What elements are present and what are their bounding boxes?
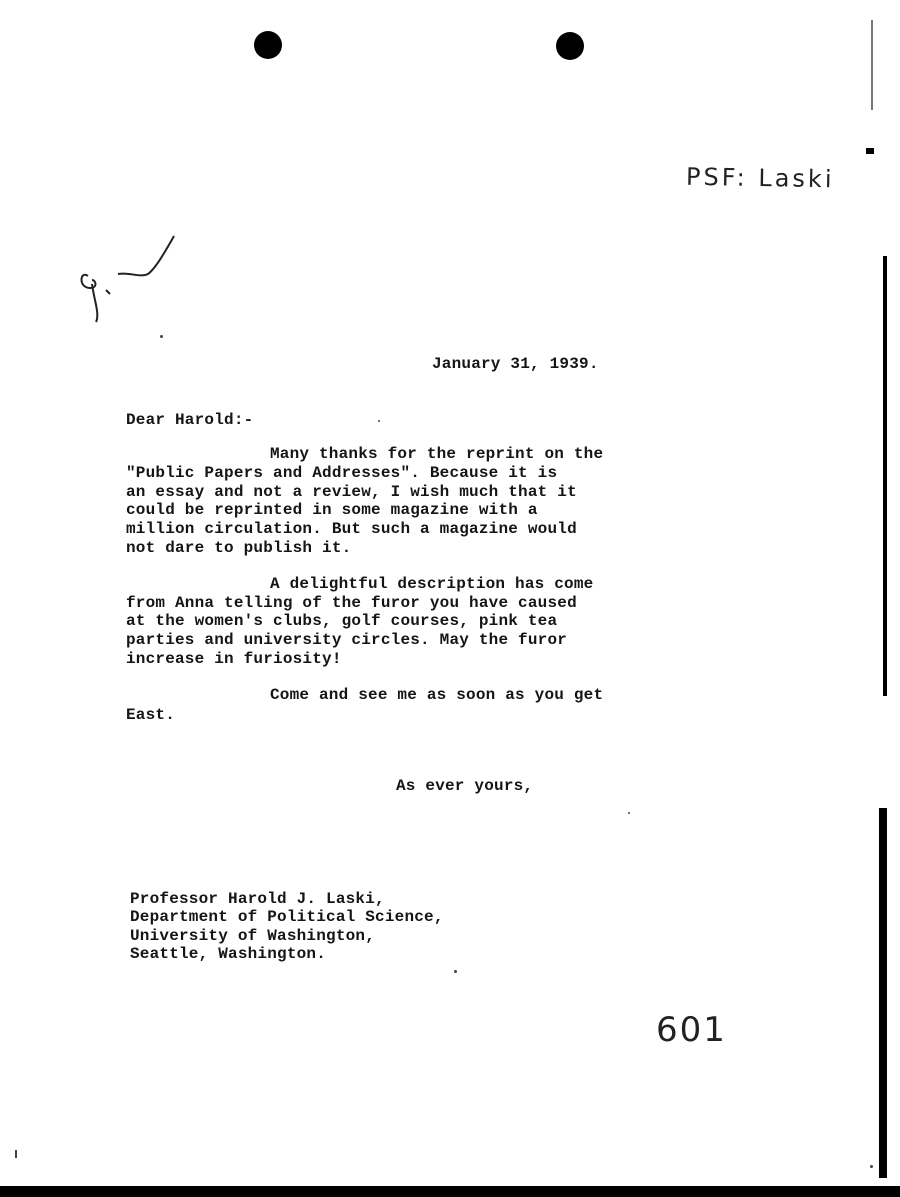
paragraph-line: Many thanks for the reprint on the — [270, 445, 604, 463]
archive-mark: PSF: Laski — [685, 162, 835, 194]
scan-speck — [870, 1165, 873, 1168]
punch-hole-right — [556, 32, 584, 60]
paragraph-line: increase in furiosity! — [126, 650, 342, 668]
scan-speck — [628, 812, 630, 814]
page-number: 601 — [656, 1010, 727, 1050]
scan-speck — [160, 335, 163, 338]
paragraph-line: Come and see me as soon as you get — [270, 686, 604, 704]
paragraph-line: "Public Papers and Addresses". Because it is — [126, 464, 558, 482]
paragraph-line: million circulation. But such a magazine would — [126, 520, 577, 538]
scan-edge-tick-mark — [866, 148, 874, 154]
paragraph-line: East. — [126, 706, 176, 724]
paragraph-line: parties and university circles. May the furor — [126, 631, 568, 649]
address-line: University of Washington, — [130, 927, 376, 945]
scan-speck — [454, 970, 457, 973]
address-line: Professor Harold J. Laski, — [130, 890, 385, 908]
closing: As ever yours, — [396, 777, 534, 795]
scan-speck — [378, 420, 380, 422]
address-line: Department of Political Science, — [130, 908, 444, 926]
scan-edge-bar-upper — [883, 256, 887, 696]
paragraph-line: A delightful description has come — [270, 575, 594, 593]
paragraph-line: at the women's clubs, golf courses, pink tea — [126, 612, 558, 630]
paragraph-line: could be reprinted in some magazine with a — [126, 501, 538, 519]
paragraph-line: from Anna telling of the furor you have caused — [126, 594, 577, 612]
paragraph-line: an essay and not a review, I wish much that it — [126, 483, 577, 501]
scan-speck — [15, 1150, 17, 1158]
paragraph-line: not dare to publish it. — [126, 539, 352, 557]
scan-edge-bar-lower — [879, 808, 887, 1178]
scan-bottom-bar — [0, 1186, 900, 1197]
letter-date: January 31, 1939. — [432, 355, 599, 373]
salutation: Dear Harold:- — [126, 411, 254, 429]
handwritten-check-scribble — [70, 228, 190, 328]
scan-edge-tick-top — [871, 20, 873, 110]
punch-hole-left — [254, 31, 282, 59]
address-line: Seattle, Washington. — [130, 945, 327, 963]
